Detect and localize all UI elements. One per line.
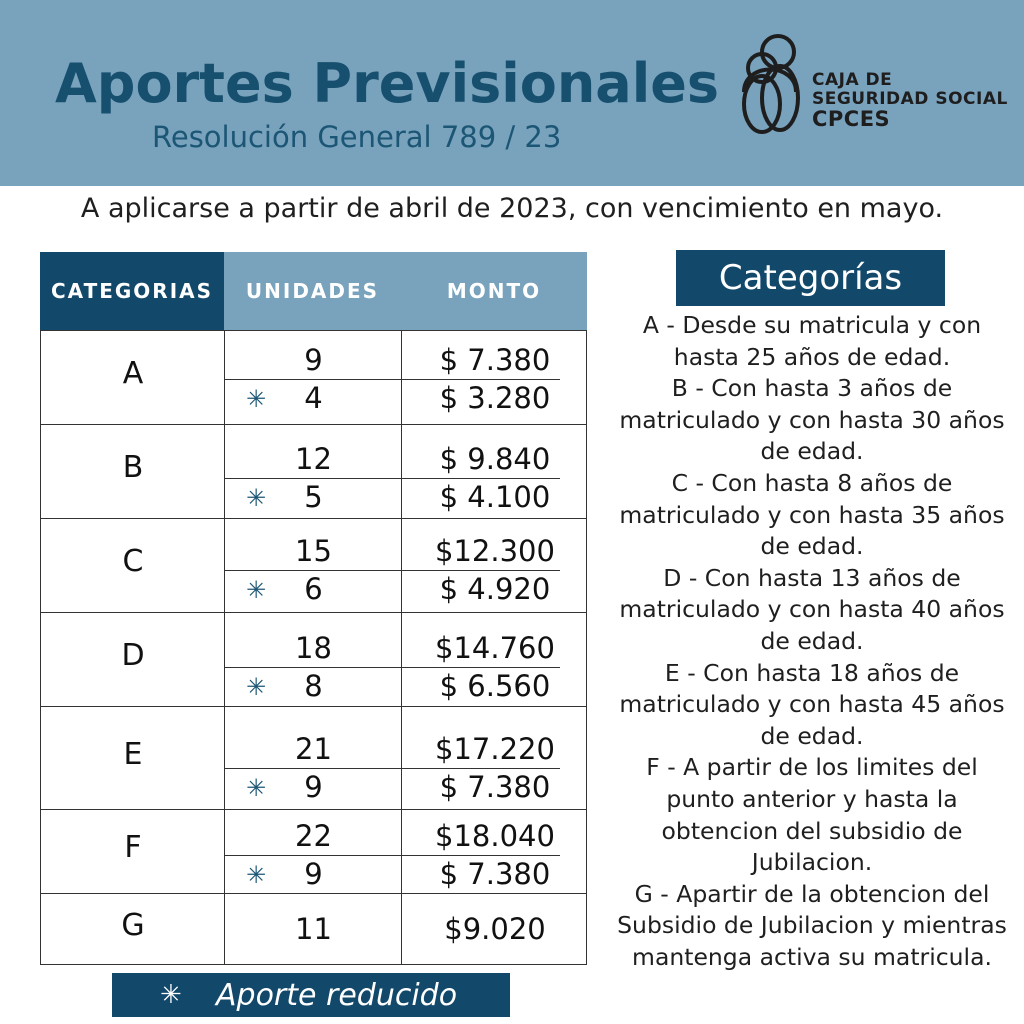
subrow-divider (225, 768, 560, 769)
table-body (40, 330, 587, 965)
amount-value: $17.220 (435, 732, 555, 766)
page-title: Aportes Previsionales (55, 52, 720, 115)
category-description-item: E - Con hasta 18 años de matriculado y con hasta 45 años de edad. (619, 658, 1005, 750)
reduced-amount-value: $ 7.380 (439, 857, 551, 891)
row-divider (41, 809, 586, 810)
category-description-item: C - Con hasta 8 años de matriculado y con hasta 35 años de edad. (619, 468, 1005, 561)
reduced-amount-value: $ 3.280 (439, 381, 551, 415)
category-description-item: F - A partir de los limites del punto anterior y hasta la obtencion del subsidio de Jubilacion. (646, 753, 978, 877)
cpces-logo (740, 32, 1010, 142)
subrow-divider (225, 667, 560, 668)
reduced-units-value: 6 (304, 572, 323, 606)
asterisk-icon: ✳ (246, 385, 267, 413)
category-description-item: B - Con hasta 3 años de matriculado y con hasta 30 años de edad. (619, 374, 1005, 466)
logo-line-1: CAJA DE (812, 70, 893, 90)
categories-title: Categorías (676, 250, 945, 306)
page-subtitle: Resolución General 789 / 23 (152, 120, 562, 154)
units-value: 22 (295, 819, 332, 853)
header-categorias: CATEGORIAS (40, 252, 224, 330)
subrow-divider (225, 570, 560, 571)
reduced-amount-value: $ 4.100 (439, 480, 551, 514)
category-letter: A (122, 356, 144, 391)
category-letter: G (121, 908, 145, 943)
category-description-item: A - Desde su matricula y con hasta 25 años de edad. (642, 311, 982, 371)
legend-label: Aporte reducido (216, 977, 458, 1013)
units-value: 21 (295, 732, 332, 766)
row-divider (41, 612, 586, 613)
header-monto: MONTO (401, 252, 587, 330)
logo-line-2: SEGURIDAD SOCIAL (812, 89, 1008, 109)
row-divider (41, 424, 586, 425)
category-description-item: G - Apartir de la obtencion del Subsidio de Jubilacion y mientras mantenga activa su matricula. (617, 879, 1007, 971)
reduced-amount-value: $ 7.380 (439, 770, 551, 804)
header-banner (0, 0, 1024, 186)
category-description-item: D - Con hasta 13 años de matriculado y con hasta 40 años de edad. (619, 563, 1005, 655)
logo-line-3: CPCES (812, 107, 891, 131)
row-divider (41, 893, 586, 894)
asterisk-icon: ✳ (246, 774, 267, 802)
cpces-logo-mark (740, 32, 812, 142)
reduced-units-value: 9 (304, 857, 323, 891)
subrow-divider (225, 478, 560, 479)
asterisk-icon: ✳ (160, 980, 182, 1010)
amount-value: $ 7.380 (439, 343, 551, 377)
units-value: 11 (295, 912, 332, 946)
amount-value: $9.020 (444, 912, 546, 946)
units-value: 9 (304, 343, 323, 377)
amount-value: $18.040 (435, 819, 555, 853)
reduced-units-value: 5 (304, 480, 323, 514)
units-value: 18 (295, 631, 332, 665)
amount-value: $ 9.840 (439, 442, 551, 476)
units-value: 15 (295, 534, 332, 568)
amount-value: $14.760 (435, 631, 555, 665)
reduced-units-value: 4 (304, 381, 323, 415)
category-letter: D (121, 638, 145, 673)
asterisk-icon: ✳ (246, 576, 267, 604)
units-value: 12 (295, 442, 332, 476)
category-letter: B (122, 450, 144, 485)
legend-bar (112, 973, 510, 1017)
row-divider (41, 518, 586, 519)
reduced-amount-value: $ 4.920 (439, 572, 551, 606)
category-letter: F (124, 830, 142, 865)
category-letter: E (123, 736, 143, 772)
asterisk-icon: ✳ (246, 673, 267, 701)
reduced-units-value: 8 (304, 669, 323, 703)
reduced-amount-value: $ 6.560 (439, 669, 551, 703)
subrow-divider (225, 855, 560, 856)
categories-description (612, 310, 1012, 973)
subrow-divider (225, 379, 560, 380)
intro-text: A aplicarse a partir de abril de 2023, con vencimiento en mayo. (80, 193, 944, 224)
asterisk-icon: ✳ (246, 861, 267, 889)
row-divider (41, 706, 586, 707)
amount-value: $12.300 (435, 534, 555, 568)
asterisk-icon: ✳ (246, 484, 267, 512)
header-unidades: UNIDADES (224, 252, 401, 330)
category-letter: C (122, 544, 144, 579)
reduced-units-value: 9 (304, 770, 323, 804)
